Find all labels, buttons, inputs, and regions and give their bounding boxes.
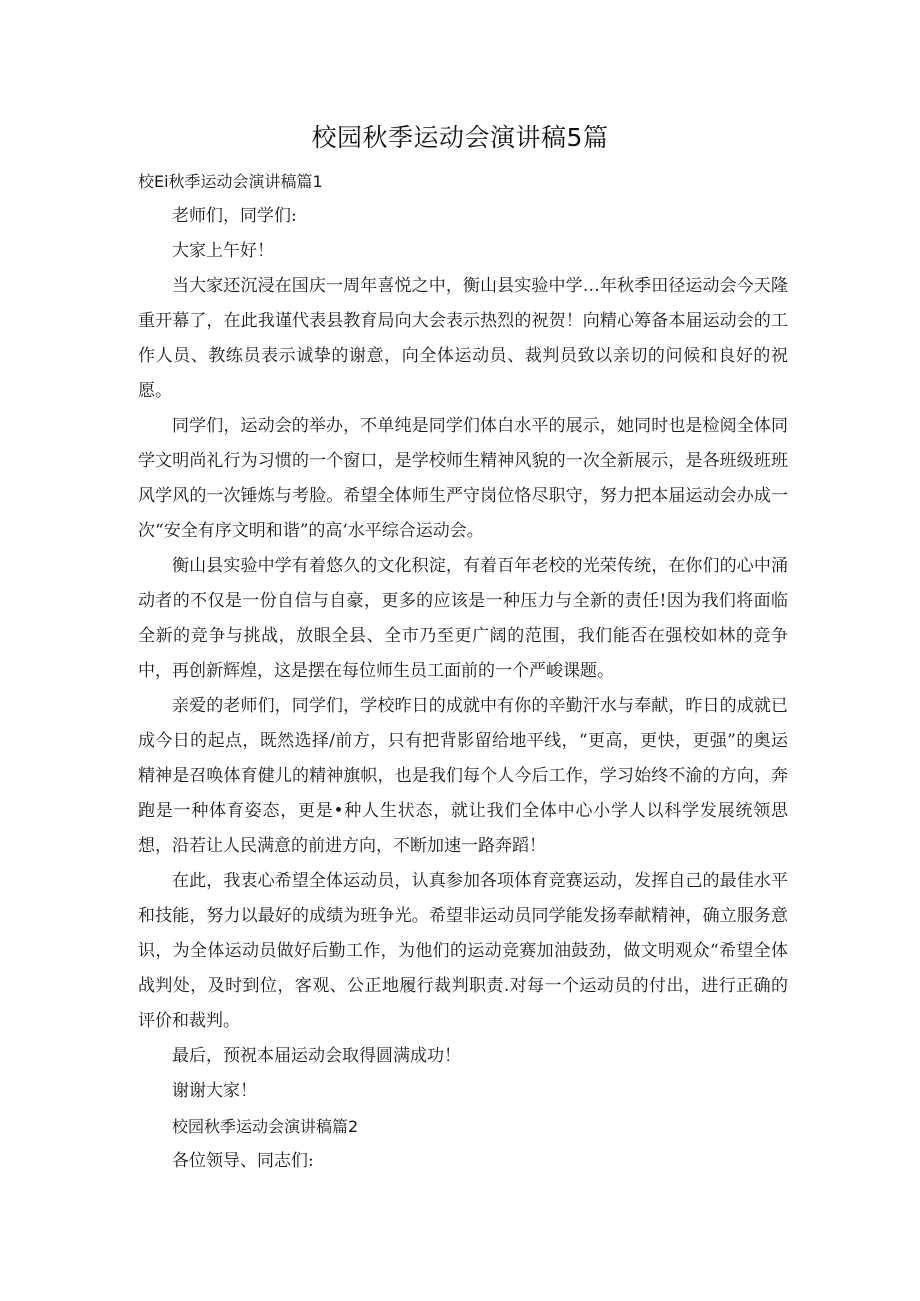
section-heading-1: 校Ei秋季运动会演讲稿篇1 (138, 172, 323, 191)
paragraph-olympic-spirit: 亲爱的老师们，同学们，学校昨日的成就中有你的辛勤汗水与奉献，昨日的成就已成今日的起点，既然选择/前方，只有把背影留给地平线，“更高，更快，更强”的奥运精神是召唤体育健儿的精神旗帜，也是我们每个人今后工作，学习始终不渝的方向，奔跑是一种体育姿态，更是•种人生状态，就让我们全体中心小学人以科学发展统领思想，沿若让人民满意的前进方向，不断加速一路奔蹈！ (138, 696, 788, 856)
greeting: 老师们，同学们: (172, 206, 297, 226)
thanks: 谢谢大家！ (172, 1081, 257, 1101)
paragraph-hopes: 在此，我衷心希望全体运动员，认真参加各项体育竞赛运动，发挥自己的最佳水平和技能，努力以最好的成绩为班争光。希望非运动员同学能发扬奉献精神，确立服务意识，为全体运动员做好后勤工作，为他们的运动竞赛加油鼓劲，做文明观众“希望全体战判处，及时到位，客观、公正地履行裁判职责.对每一个运动员的付出，进行正确的评价和裁判。 (138, 871, 788, 1031)
document-body (138, 164, 788, 1179)
salutation: 大家上午好！ (172, 241, 274, 261)
closing-wish: 最后，预祝本届运动会取得圆满成功！ (172, 1046, 461, 1066)
paragraph-opening: 当大家还沉浸在国庆一周年喜悦之中，衡山县实验中学…年秋季田径运动会今天隆重开幕了，在此我谨代表县教育局向大会表示热烈的祝贺！向精心筹备本届运动会的工作人员、教练员表示诚挚的谢意，向全体运动员、裁判员致以亲切的问候和良好的祝愿。 (138, 276, 788, 401)
section-heading-2: 校园秋季运动会演讲稿篇2 (172, 1117, 359, 1136)
paragraph-school-tradition: 衡山县实验中学有着悠久的文化积淀，有着百年老校的光荣传统，在你们的心中涌动者的不仅是一份自信与自豪，更多的应该是一种压力与全新的责任!因为我们将面临全新的竞争与挑战，放眼全县、全市乃至更广阔的范围，我们能否在强校如林的竞争中，再创新辉煌，这是摆在每位师生员工面前的一个严峻课题。 (138, 556, 788, 681)
section2-greeting: 各位领导、同志们: (172, 1151, 314, 1171)
paragraph-students: 同学们，运动会的举办，不单纯是同学们体白水平的展示，她同时也是检阅全体同学文明尚礼行为习惯的一个窗口，是学校师生精神风貌的一次全新展示，是各班级班班风学风的一次锤炼与考脸。希望全体师生严守岗位恪尽职守，努力把本届运动会办成一次“安全有序文明和谐”的高‘水平综合运动会。 (138, 416, 788, 541)
document-title: 校园秋季运动会演讲稿5篇 (311, 123, 609, 152)
